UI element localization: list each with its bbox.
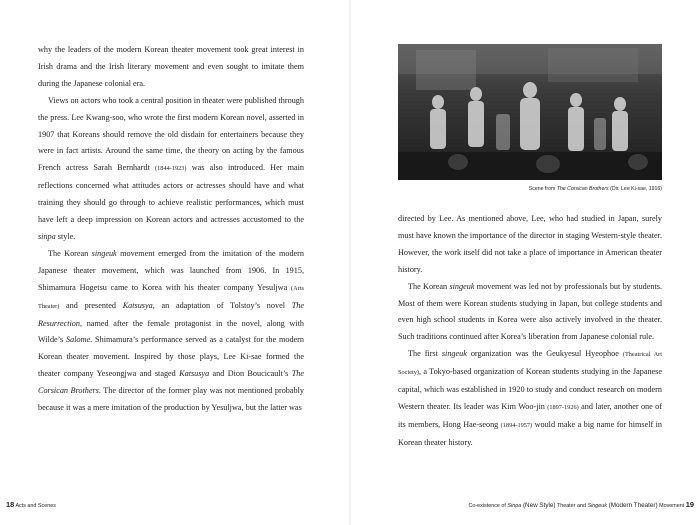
text-run: The first xyxy=(408,349,442,359)
body-paragraph xyxy=(398,211,662,279)
left-page-footer xyxy=(6,500,56,509)
left-page-body xyxy=(38,42,304,417)
body-paragraph xyxy=(38,42,304,93)
text-run: Movement xyxy=(657,503,685,509)
text-run: , a Tokyo-based organization of Korean students studying in the Japanese capital, which was established in 1920 to study and conduct research on modern Western theater. Its leader was Kim Woo-jin xyxy=(398,367,662,411)
body-paragraph xyxy=(38,93,304,246)
left-page-number: 18 xyxy=(6,500,15,509)
italic-term: Singeuk xyxy=(587,503,607,509)
text-run: , named after the female protagonist in the novel, along with Wilde’s xyxy=(38,318,304,345)
text-run: , an adaptation of Tolstoy’s novel xyxy=(152,300,292,310)
body-paragraph xyxy=(398,346,662,451)
body-paragraph xyxy=(38,246,304,417)
text-run: Theater and xyxy=(555,503,588,509)
parenthetical-note: (1894-1957) xyxy=(500,421,533,429)
text-run: and Dion Boucicault’s xyxy=(209,369,292,379)
parenthetical-note: (New Style) xyxy=(521,502,556,509)
italic-term: The Corsican Brothers xyxy=(38,369,304,396)
text-run: would make a big name for himself in Korean theater history. xyxy=(398,419,662,447)
parenthetical-note: (1897-1926) xyxy=(547,403,579,411)
text-run: movement emerged from the imitation of the modern Japanese theater movement, which was launched from 1906. In 1915, Shimamura Hogetsu came to Korea with his theater company Yesuljwa xyxy=(38,248,304,292)
italic-term: Katsusya xyxy=(179,369,210,379)
italic-term: singeuk xyxy=(441,349,467,359)
left-running-title: Acts and Scenes xyxy=(15,503,56,509)
right-page-number: 19 xyxy=(685,500,694,509)
italic-term: sinpa xyxy=(38,231,56,241)
book-spine xyxy=(349,0,351,525)
right-page-body xyxy=(398,211,662,452)
italic-term: The Corsican Brothers xyxy=(556,186,609,192)
text-run: Views on actors who took a central position in theater were published through the press. Lee Kwang-soo, who wrote the first modern Korean novel, asserted in 1907 that Koreans should remove the old disdain for entertainers because they were in fact artists. Around the same time, the theory on acting by the famous French actress Sarah Bernhardt xyxy=(38,95,304,173)
theater-scene-photo xyxy=(398,44,662,180)
text-run: movement was led not by professionals but by students. Most of them were Korean students studying in Japan, but college students and even high school students in Korea were also actively involved in the theater. Such traditions continued after Korea’s liberation from Japanese colonial rule. xyxy=(398,281,663,342)
text-run: directed by Lee. As mentioned above, Lee, who had studied in Japan, surely must have known the importance of the director in staging Western-style theater. However, the work itself did not take a place of importance in American theater history. xyxy=(398,214,662,274)
text-run: . The director of the former play was not mentioned probably because it was a mere imitation of the production by Yesuljwa, but the latter was xyxy=(38,386,304,413)
text-run: and presented xyxy=(59,300,123,310)
text-run: Co-existence of xyxy=(468,503,508,509)
italic-term: Katsusya xyxy=(122,300,153,310)
text-run: style. xyxy=(55,231,76,241)
italic-term: The Resurrection xyxy=(38,300,304,328)
text-run: . Shimamura’s performance served as a catalyst for the modern Korean theater movement. Inspired by those plays, Lee Ki-sae formed the theater company Yeseongjwa and staged xyxy=(38,335,304,379)
text-run: Scene from xyxy=(528,186,557,192)
text-run: The Korean xyxy=(408,281,450,291)
parenthetical-note: (Arts Theater) xyxy=(38,284,304,310)
italic-term: singeuk xyxy=(91,248,117,258)
text-run: why the leaders of the modern Korean theater movement took great interest in Irish drama and the Irish literary movement and even sought to imitate them during the Japanese colonial era. xyxy=(38,45,304,88)
italic-term: singeuk xyxy=(449,281,475,291)
text-run: and later, another one of its members, Hong Hae-seong xyxy=(398,401,662,429)
right-running-title xyxy=(468,503,684,509)
photo-caption xyxy=(398,186,662,192)
parenthetical-note: (Modern Theater) xyxy=(606,502,658,509)
text-run: The Korean xyxy=(48,248,92,258)
text-run: was also introduced. Her main reflections concerned what attitudes actors or actresses should have and what training they should go through to achieve realistic performances, which must have left a deep impression on Korean actors and actresses accustomed to the xyxy=(38,163,304,225)
body-paragraph xyxy=(398,279,662,347)
italic-term: Salome xyxy=(66,335,91,345)
italic-term: Sinpa xyxy=(507,503,522,509)
parenthetical-note: (Theatrical Art Society) xyxy=(398,351,662,377)
right-page-footer xyxy=(468,500,694,509)
text-run: (Dir. Lee Ki-sae, 1916) xyxy=(608,186,662,192)
parenthetical-note: (1844-1923) xyxy=(155,165,187,173)
text-run: organization was the Geukyesul Hyeophoe xyxy=(466,349,623,359)
